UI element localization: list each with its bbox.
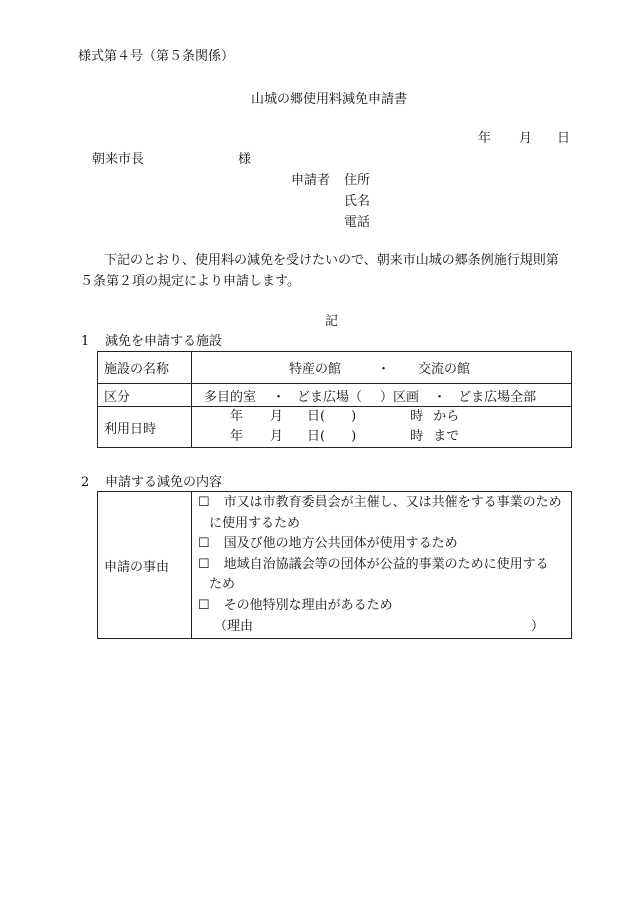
applicant-label: 申請者 <box>291 173 331 188</box>
body-text-line2: ５条第２項の規定により申請します。 <box>80 274 300 289</box>
datetime-cell <box>192 407 572 448</box>
checkbox-icon[interactable]: ☐ <box>198 495 210 510</box>
ki-heading: 記 <box>325 314 339 329</box>
reason-other-open: （理由 <box>214 618 254 634</box>
reason-text-cont: ため <box>209 577 236 593</box>
category-row <box>98 384 572 407</box>
reason-text: 国及び他の地方公共団体が使用するため <box>223 536 458 552</box>
to-year-label: 年 <box>230 429 244 444</box>
datetime-to-line <box>198 427 565 447</box>
date-month-label: 月 <box>519 131 533 146</box>
checkbox-icon[interactable]: ☐ <box>198 556 210 572</box>
category-options-cell <box>192 384 572 407</box>
reason-text: その他特別な理由があるため <box>223 597 393 613</box>
section2-heading: 申請する減免の内容 <box>105 475 223 490</box>
datetime-label: 利用日時 <box>98 407 192 448</box>
category-option-doma-section[interactable]: どま広場（ <box>297 389 363 405</box>
category-separator-2: ・ <box>433 389 447 405</box>
facility-table <box>97 351 572 448</box>
facility-option-koryu[interactable]: 交流の館 <box>418 362 471 377</box>
date-day-label: 日 <box>557 131 571 146</box>
category-label: 区分 <box>98 384 192 407</box>
from-year-label: 年 <box>230 409 244 424</box>
reason-option-other[interactable] <box>198 596 565 617</box>
from-month-label: 月 <box>270 409 284 424</box>
from-hour-label: 時 <box>410 409 424 424</box>
reason-text: 地域自治協議会等の団体が公益的事業のために使用する <box>223 556 549 572</box>
facility-option-tokusan[interactable]: 特産の館 <box>289 362 342 377</box>
category-option-tamokuteki[interactable]: 多目的室 <box>204 389 257 405</box>
date-year-label: 年 <box>478 131 492 146</box>
section1-number: 1 <box>81 334 90 349</box>
reason-other-close: ） <box>531 618 545 634</box>
reason-option-community-council[interactable] <box>198 555 565 576</box>
facility-options-cell <box>192 352 572 384</box>
form-number: 様式第４号（第５条関係） <box>78 49 235 64</box>
applicant-address-label: 住所 <box>344 173 371 188</box>
to-month-label: 月 <box>270 429 284 444</box>
reason-row <box>98 492 572 639</box>
reason-table <box>97 491 572 639</box>
category-separator-1: ・ <box>272 389 286 405</box>
reason-label: 申請の事由 <box>98 492 192 639</box>
to-day-label: 日( <box>307 429 326 444</box>
applicant-phone-label: 電話 <box>344 215 371 230</box>
facility-row <box>98 352 572 384</box>
from-day-close: ) <box>351 409 357 424</box>
reason-other-detail[interactable] <box>198 617 565 638</box>
reason-text-cont: に使用するため <box>209 515 301 531</box>
applicant-name-label: 氏名 <box>344 194 371 209</box>
body-text-line1: 下記のとおり、使用料の減免を受けたいので、朝来市山城の郷条例施行規則第 <box>104 253 559 268</box>
document-title: 山城の郷使用料減免申請書 <box>251 92 408 107</box>
from-suffix: から <box>433 409 460 424</box>
addressee-name: 朝来市長 <box>92 152 145 167</box>
reason-option-city-event[interactable] <box>198 493 565 514</box>
to-hour-label: 時 <box>410 429 424 444</box>
reason-options-cell <box>192 492 572 639</box>
from-day-label: 日( <box>307 409 326 424</box>
datetime-from-line <box>198 407 565 427</box>
datetime-row <box>98 407 572 448</box>
facility-separator: ・ <box>377 362 391 377</box>
category-option-doma-all[interactable]: どま広場全部 <box>458 389 537 405</box>
category-section-close: ）区画 <box>380 389 420 405</box>
section1-heading: 減免を申請する施設 <box>105 334 223 349</box>
to-day-close: ) <box>351 429 357 444</box>
reason-text: 市又は市教育委員会が主催し、又は共催をする事業のため <box>223 495 562 510</box>
addressee-honorific: 様 <box>238 152 252 167</box>
to-suffix: まで <box>433 429 460 444</box>
facility-label: 施設の名称 <box>98 352 192 384</box>
reason-option-public-body[interactable] <box>198 534 565 555</box>
checkbox-icon[interactable]: ☐ <box>198 536 210 552</box>
checkbox-icon[interactable]: ☐ <box>198 597 210 613</box>
section2-number: 2 <box>81 475 90 490</box>
